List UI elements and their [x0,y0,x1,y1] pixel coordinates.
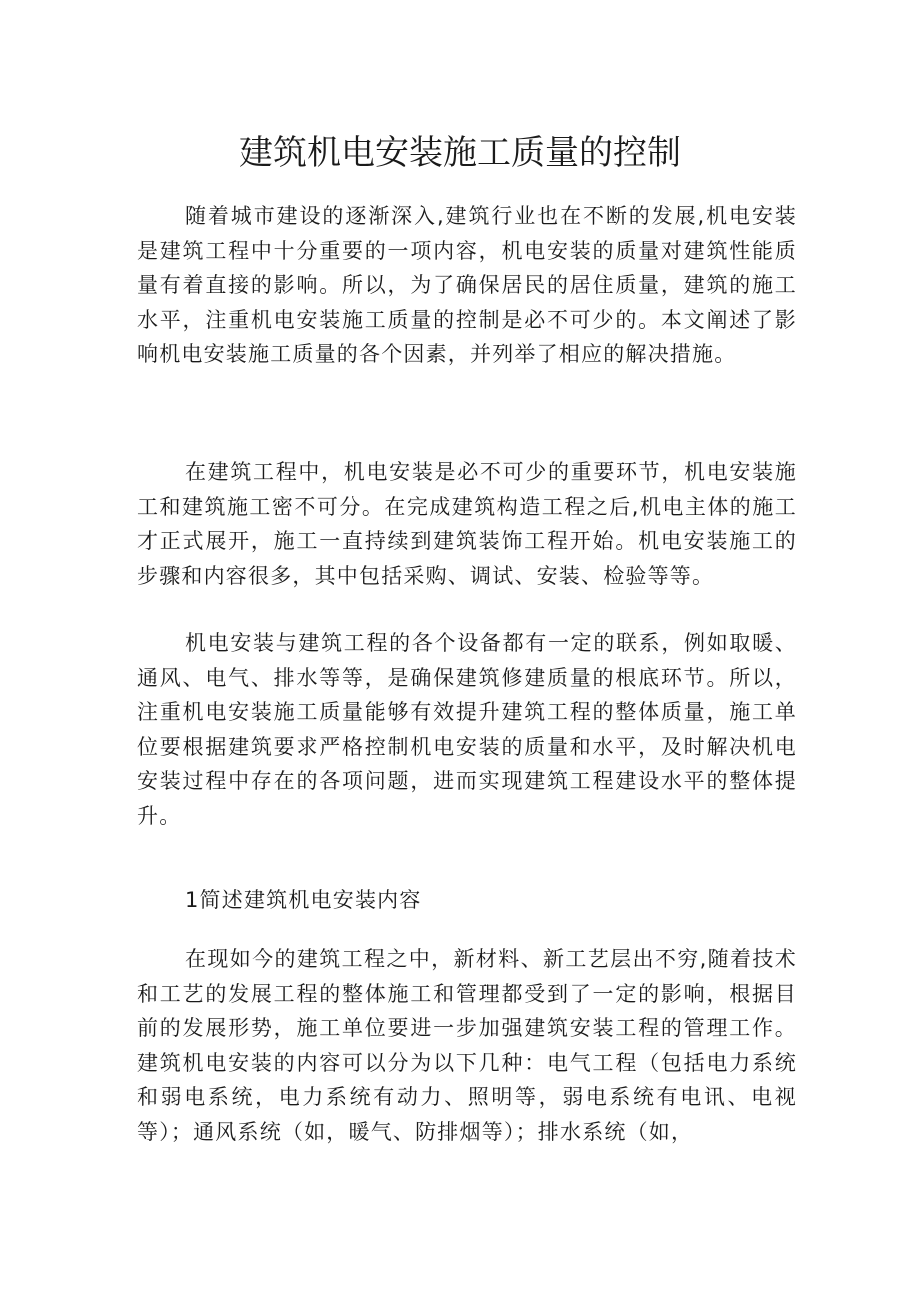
paragraph-quality: 机电安装与建筑工程的各个设备都有一定的联系，例如取暖、通风、电气、排水等等，是确保建筑修建质量的根底环节。所以，注重机电安装施工质量能够有效提升建筑工程的整体质量，施工单位要根据建筑要求严格控制机电安装的质量和水平，及时解决机电安装过程中存在的各项问题，进而实现建筑工程建设水平的整体提升。 [137,631,797,828]
paragraph-intro: 随着城市建设的逐渐深入,建筑行业也在不断的发展,机电安装是建筑工程中十分重要的一项内容，机电安装的质量对建筑性能质量有着直接的影响。所以，为了确保居民的居住质量，建筑的施工水平，注重机电安装施工质量的控制是必不可少的。本文阐述了影响机电安装施工质量的各个因素，并列举了相应的解决措施。 [137,204,797,366]
paragraph-importance: 在建筑工程中，机电安装是必不可少的重要环节，机电安装施工和建筑施工密不可分。在完成建筑构造工程之后,机电主体的施工才正式展开，施工一直持续到建筑装饰工程开始。机电安装施工的步骤和内容很多，其中包括采购、调试、安装、检验等等。 [137,460,797,588]
section-heading: 1简述建筑机电安装内容 [185,888,422,912]
document-title: 建筑机电安装施工质量的控制 [239,133,681,173]
paragraph-section-content: 在现如今的建筑工程之中，新材料、新工艺层出不穷,随着技术和工艺的发展工程的整体施工和管理都受到了一定的影响，根据目前的发展形势，施工单位要进一步加强建筑安装工程的管理工作。建筑机电安装的内容可以分为以下几种：电气工程（包括电力系统和弱电系统，电力系统有动力、照明等，弱电系统有电讯、电视等）；通风系统（如，暖气、防排烟等）；排水系统（如， [137,947,797,1144]
